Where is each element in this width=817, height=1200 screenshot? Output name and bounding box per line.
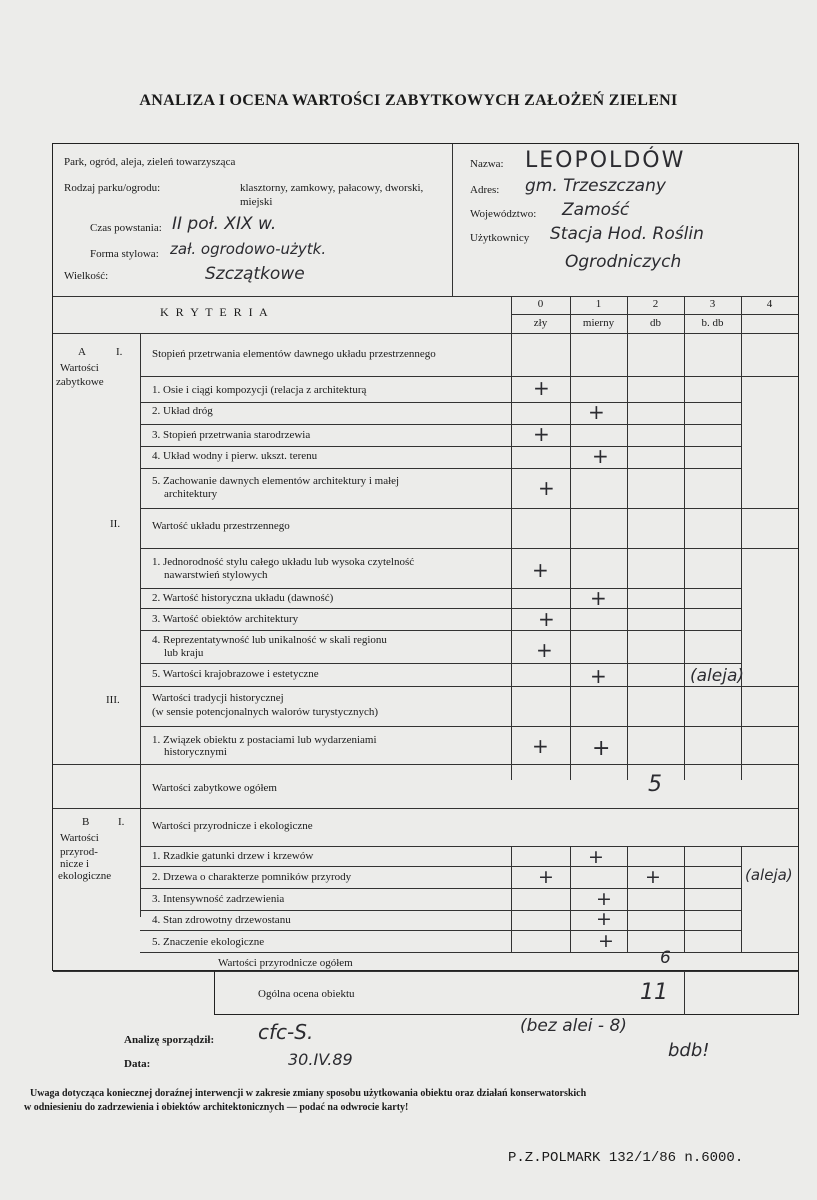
col-line-1 — [570, 296, 571, 780]
section-a-roman-1: I. — [116, 346, 123, 358]
b-row-2: 2. Drzewa o charakterze pomników przyrody — [152, 871, 352, 883]
col-line-4 — [741, 296, 742, 780]
score-3-num: 3 — [709, 298, 716, 310]
mark-a2-3: + — [538, 607, 555, 631]
mark-a1-2: + — [588, 400, 605, 424]
a2-row-4: 4. Reprezentatywność lub unikalność w skali regionu — [152, 634, 387, 646]
mark-a2-5: + — [590, 664, 607, 688]
a2-row-3: 3. Wartość obiektów architektury — [152, 613, 299, 625]
b-line-2 — [140, 888, 741, 889]
warning-line-1: Uwaga dotycząca koniecznej doraźnej interwencji w zakresie zmiany sposobu użytkowania obiektu oraz działań konserwatorskich — [30, 1088, 587, 1099]
prepared-value: cfc-S. — [258, 1020, 314, 1044]
a3-line-1 — [53, 764, 798, 765]
section-a-label-1: Wartości — [60, 362, 99, 374]
a3-heading-line — [140, 726, 798, 727]
a1-row-3: 3. Stopień przetrwania starodrzewia — [152, 429, 311, 441]
a3-heading-b: (w sensie potencjonalnych walorów turystycznych) — [152, 706, 379, 718]
a1-line-1 — [140, 402, 741, 403]
b-line-3 — [140, 910, 741, 911]
mark-b-3: + — [596, 888, 612, 910]
a2-row-2: 2. Wartość historyczna układu (dawność) — [152, 592, 334, 604]
score-header-split — [511, 314, 798, 315]
a1-row-2: 2. Układ dróg — [152, 405, 213, 417]
mark-a2-1: + — [532, 558, 549, 582]
a3-heading-a: Wartości tradycji historycznej — [152, 692, 284, 704]
label-column-line — [140, 333, 141, 917]
created-value: II poł. XIX w. — [172, 214, 277, 234]
mark-a3-1: + — [592, 736, 611, 761]
users-value-1: Stacja Hod. Roślin — [550, 224, 704, 244]
a2-line-4 — [140, 663, 741, 664]
b-col-line-3 — [684, 846, 685, 952]
a2-row-5: 5. Wartości krajobrazowe i estetyczne — [152, 668, 319, 680]
mark-a1-3: + — [533, 422, 550, 446]
section-b-label-2: przyrod- — [60, 846, 98, 858]
b-row-4: 4. Stan zdrowotny drzewostanu — [152, 914, 291, 926]
mark-a1-4: + — [592, 444, 609, 468]
mark-b-5: + — [598, 930, 614, 952]
section-b-roman: I. — [118, 816, 125, 828]
warning-line-2: w odniesieniu do zadrzewienia i obiektów architektonicznych — podać na odwrocie karty! — [24, 1102, 409, 1113]
mark-b-4: + — [596, 908, 612, 930]
created-label: Czas powstania: — [90, 222, 162, 234]
a2-heading-line — [140, 548, 798, 549]
header-bottom-line — [53, 296, 798, 297]
b-total-label: Wartości przyrodnicze ogółem — [218, 957, 353, 969]
col-line-0 — [511, 296, 512, 780]
section-b-letter: B — [82, 816, 90, 828]
b-row-5: 5. Znaczenie ekologiczne — [152, 936, 265, 948]
park-kind-options-2: miejski — [240, 196, 273, 208]
a-total-label: Wartości zabytkowe ogółem — [152, 782, 277, 794]
b-row-1: 1. Rzadkie gatunki drzew i krzewów — [152, 850, 314, 862]
size-label: Wielkość: — [64, 270, 109, 282]
b-row-3: 3. Intensywność zadrzewienia — [152, 893, 285, 905]
a1-row-5b: architektury — [164, 488, 218, 500]
mark-a1-5: + — [538, 476, 555, 500]
side-note: (bez alei - 8) — [520, 1016, 627, 1036]
name-label: Nazwa: — [470, 158, 504, 170]
score-1-num: 1 — [595, 298, 602, 310]
score-0-label: zły — [533, 317, 548, 329]
col-line-2 — [627, 296, 628, 780]
mark-a3-0: + — [532, 734, 549, 758]
a2-heading: Wartość układu przestrzennego — [152, 520, 290, 532]
section-a-letter: A — [78, 346, 86, 358]
overall-divider — [684, 971, 685, 1015]
mark-a1-1: + — [533, 376, 550, 400]
prepared-label: Analizę sporządził: — [124, 1034, 215, 1046]
b-col-line-4 — [741, 846, 742, 952]
b-line-4 — [140, 930, 741, 931]
score-3-label: b. db — [701, 317, 724, 329]
a2-line-1 — [140, 588, 741, 589]
a2-line-5 — [140, 686, 798, 687]
score-header-bottom — [53, 333, 798, 334]
form-title: ANALIZA I OCENA WARTOŚCI ZABYTKOWYCH ZAŁOŻEŃ ZIELENI — [139, 92, 678, 109]
mark-b-1: + — [588, 846, 604, 868]
b-line-5 — [140, 952, 798, 953]
a2-line-3 — [140, 630, 741, 631]
style-label: Forma stylowa: — [90, 248, 159, 260]
a2-line-2 — [140, 608, 741, 609]
section-a-roman-2: II. — [110, 518, 121, 530]
mark-a2-2: + — [590, 586, 607, 610]
style-value: zał. ogrodowo-użytk. — [170, 240, 327, 258]
users-value-2: Ogrodniczych — [565, 252, 682, 272]
b-total-value: 6 — [660, 948, 671, 968]
date-value: 30.IV.89 — [288, 1050, 353, 1069]
section-b-label-3: nicze i — [60, 858, 90, 870]
address-label: Adres: — [470, 184, 500, 196]
a1-line-3 — [140, 446, 741, 447]
a1-row-4: 4. Układ wodny i pierw. ukszt. terenu — [152, 450, 318, 462]
col-line-3 — [684, 296, 685, 780]
voivodeship-label: Województwo: — [470, 208, 537, 220]
b-col-line-2 — [627, 846, 628, 952]
note-aleja-b: (aleja) — [745, 866, 793, 884]
score-4-num: 4 — [766, 298, 773, 310]
score-0-num: 0 — [537, 298, 544, 310]
a3-row-1b: historycznymi — [164, 746, 227, 758]
header-divider — [452, 144, 453, 296]
a1-row-5: 5. Zachowanie dawnych elementów architektury i małej — [152, 475, 400, 487]
a1-line-4 — [140, 468, 741, 469]
print-code: P.Z.POLMARK 132/1/86 n.6000. — [508, 1150, 744, 1166]
a2-row-4b: lub kraju — [164, 647, 204, 659]
mark-b-2b: + — [645, 866, 661, 888]
a1-heading: Stopień przetrwania elementów dawnego układu przestrzennego — [152, 348, 436, 360]
section-b-label-1: Wartości — [60, 832, 99, 844]
a3-row-1: 1. Związek obiektu z postaciami lub wydarzeniami — [152, 734, 377, 746]
a2-row-1b: nawarstwień stylowych — [164, 569, 268, 581]
b-heading: Wartości przyrodnicze i ekologiczne — [152, 820, 313, 832]
a-total-line — [53, 808, 798, 809]
a-total-value: 5 — [648, 772, 662, 797]
voivodeship-value: Zamość — [562, 200, 630, 220]
section-b-label-4: ekologiczne — [58, 870, 112, 882]
a1-heading-line — [140, 376, 798, 377]
side-note-2: bdb! — [668, 1040, 710, 1061]
a1-line-5 — [140, 508, 798, 509]
mark-b-2a: + — [538, 866, 554, 888]
park-kind-label: Rodzaj parku/ogrodu: — [64, 182, 161, 194]
address-value: gm. Trzeszczany — [525, 176, 666, 196]
score-1-label: mierny — [582, 317, 615, 329]
users-label: Użytkownicy — [470, 232, 530, 244]
b-col-line-1 — [570, 846, 571, 952]
date-label: Data: — [124, 1058, 151, 1070]
size-value: Szczątkowe — [205, 264, 305, 284]
mark-a2-4: + — [536, 638, 553, 662]
note-aleja-a: (aleja) — [690, 666, 745, 686]
b-heading-line — [140, 846, 798, 847]
section-a-roman-3: III. — [106, 694, 120, 706]
overall-value: 11 — [640, 980, 668, 1005]
score-2-label: db — [650, 317, 661, 329]
a2-row-1: 1. Jednorodność stylu całego układu lub wysoka czytelność — [152, 556, 415, 568]
park-kind-options: klasztorny, zamkowy, pałacowy, dworski, — [240, 182, 424, 194]
score-2-num: 2 — [652, 298, 659, 310]
overall-label: Ogólna ocena obiektu — [258, 988, 355, 1000]
a1-line-2 — [140, 424, 741, 425]
criteria-header: K R Y T E R I A — [160, 305, 270, 319]
park-type-label: Park, ogród, aleja, zieleń towarzysząca — [64, 156, 236, 168]
name-value: LEOPOLDÓW — [525, 148, 686, 173]
b-col-line-0 — [511, 846, 512, 952]
section-a-label-2: zabytkowe — [56, 376, 104, 388]
a1-row-1: 1. Osie i ciągi kompozycji (relacja z architekturą — [152, 384, 367, 396]
